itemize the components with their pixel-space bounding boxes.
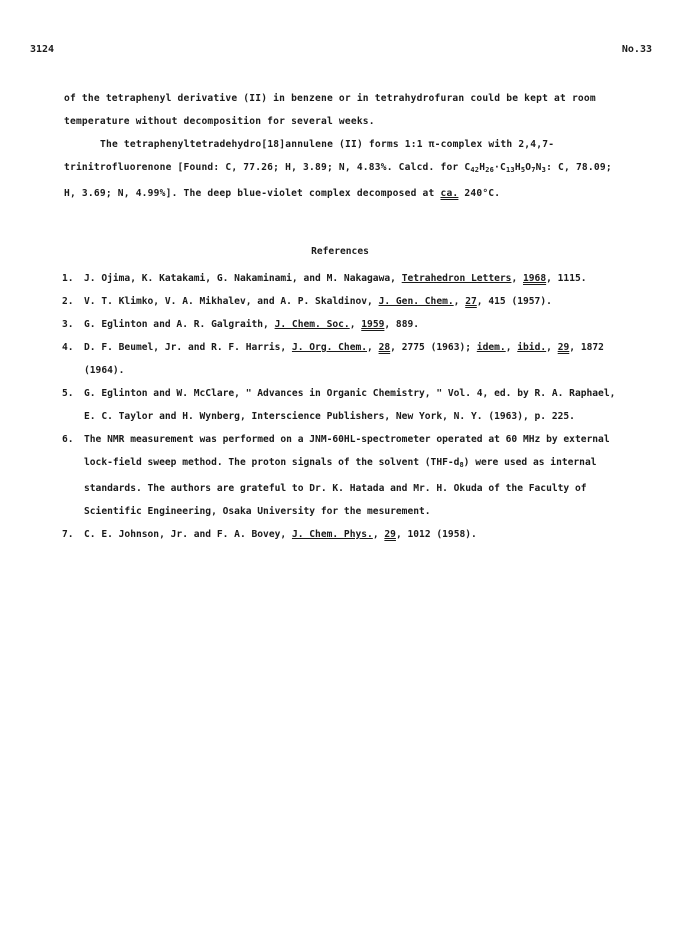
- issue-number: No.33: [621, 44, 652, 55]
- reference-item: 1. J. Ojima, K. Katakami, G. Nakaminami, and M. Nakagawa, Tetrahedron Letters, 1968, 1115.: [62, 273, 587, 284]
- reference-item: 2. V. T. Klimko, V. A. Mikhalev, and A. P. Skaldinov, J. Gen. Chem., 27, 415 (1957).: [62, 296, 552, 307]
- page-number: 3124: [30, 44, 55, 55]
- reference-item: 7. C. E. Johnson, Jr. and F. A. Bovey, J. Chem. Phys., 29, 1012 (1958).: [62, 529, 477, 540]
- paragraph-2: The tetraphenyltetradehydro[18]annulene (II) forms 1:1 π-complex with 2,4,7-trinitrofluorenone [Found: C, 77.26; H, 3.89; N, 4.83%. Calcd. for $C_{42}H_{26}\cdot C_{13}H_5O_7N_3$: C, 78.09; H, 3.69; N, 4.99%]. The deep blue-violet complex decomposed at ca. 240°C.: [64, 139, 612, 199]
- reference-item: 4. D. F. Beumel, Jr. and R. F. Harris, J. Org. Chem., 28, 2775 (1963); idem., ibid., 29, 1872 (1964).: [62, 342, 604, 376]
- reference-item: 3. G. Eglinton and A. R. Galgraith, J. Chem. Soc., 1959, 889.: [62, 319, 420, 330]
- reference-item: 6. The NMR measurement was performed on a JNM-60HL-spectrometer operated at 60 MHz by external lock-field sweep method. The proton signals of the solvent $(THF-d_8)$ were used as internal standards. The authors are grateful to Dr. K. Hatada and Mr. H. Okuda of the Faculty of Scientific Engineering, Osaka University for the mesurement.: [62, 434, 610, 517]
- references-list: [62, 267, 622, 546]
- references-heading: References: [311, 246, 369, 257]
- reference-item: 5. G. Eglinton and W. McClare, " Advances in Organic Chemistry, " Vol. 4, ed. by R. A. Raphael, E. C. Taylor and H. Wynberg, Interscience Publishers, New York, N. Y. (1963), p. 225.: [62, 388, 616, 422]
- paragraph-1: of the tetraphenyl derivative (II) in benzene or in tetrahydrofuran could be kept at room temperature without decomposition for several weeks.: [64, 93, 596, 127]
